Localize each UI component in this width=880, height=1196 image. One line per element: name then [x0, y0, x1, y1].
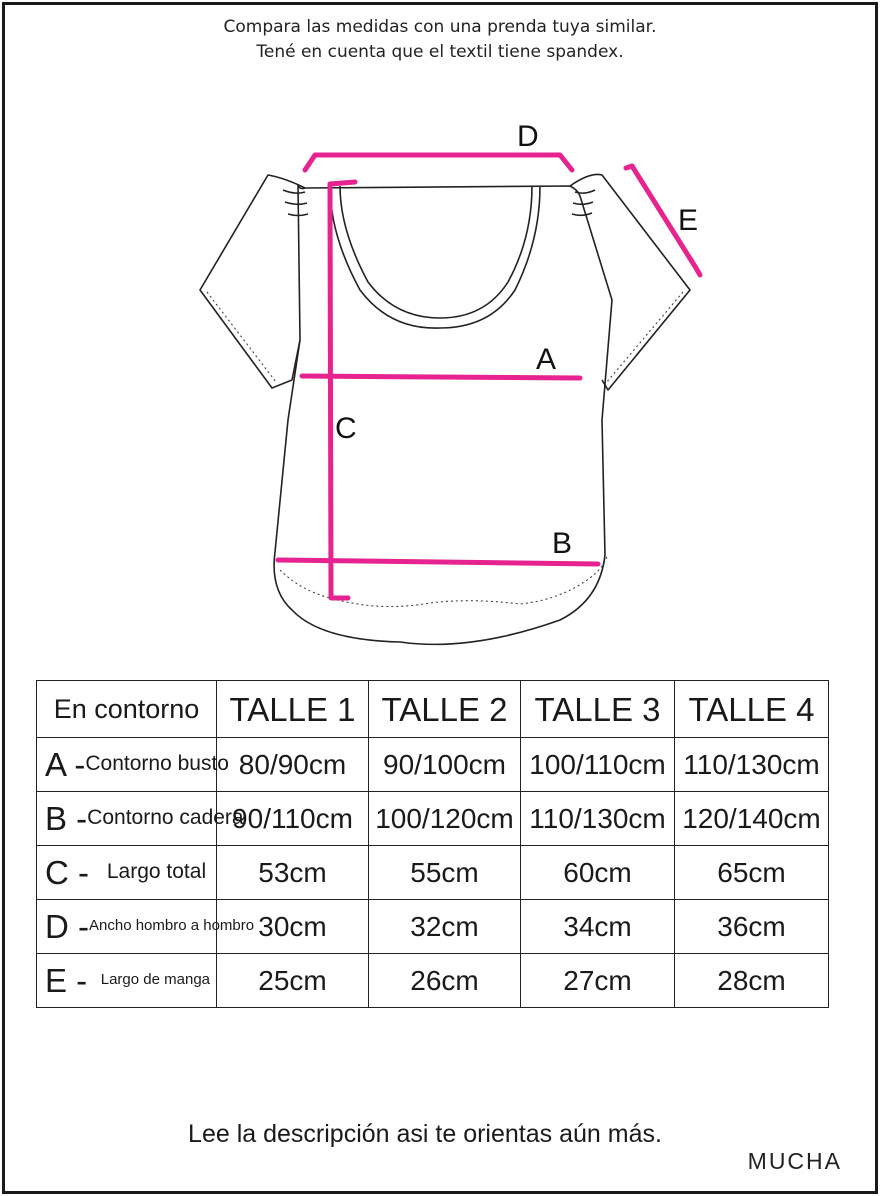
- brand-logo: MUCHA: [747, 1148, 842, 1174]
- right-gathers: [572, 190, 595, 215]
- row-description: Contorno cadera: [87, 806, 244, 830]
- intro-line-2: Tené en cuenta que el textil tiene spandex.: [256, 42, 624, 62]
- table-cell: 25cm: [217, 954, 369, 1008]
- table-row: [37, 900, 829, 954]
- table-cell: 34cm: [521, 900, 675, 954]
- table-cell: 100/120cm: [369, 792, 521, 846]
- row-label: [37, 738, 229, 792]
- row-label: [37, 792, 244, 846]
- table-cell: 26cm: [369, 954, 521, 1008]
- table-row: [37, 792, 829, 846]
- intro-line-1: Compara las medidas con una prenda tuya similar.: [223, 17, 657, 37]
- table-cell: 65cm: [675, 846, 829, 900]
- label-d: D: [517, 120, 539, 153]
- row-label: [37, 846, 217, 900]
- label-a: A: [536, 343, 557, 376]
- column-header: TALLE 4: [675, 681, 829, 738]
- table-cell: 28cm: [675, 954, 829, 1008]
- table-cell: 80/90cm: [217, 738, 369, 792]
- row-letter: E -: [45, 962, 88, 999]
- column-header: TALLE 1: [217, 681, 369, 738]
- table-cell: 60cm: [521, 846, 675, 900]
- table-corner-label: En contorno: [37, 681, 217, 738]
- label-e: E: [678, 204, 699, 237]
- right-sleeve: [570, 174, 690, 390]
- table-cell: 32cm: [369, 900, 521, 954]
- shirt-body: [274, 185, 612, 644]
- table-cell: 90/100cm: [369, 738, 521, 792]
- label-c: C: [335, 412, 357, 445]
- row-letter: C -: [45, 854, 89, 891]
- row-description: Contorno busto: [85, 752, 229, 776]
- row-letter: A -: [45, 746, 86, 783]
- measure-line-b: [278, 560, 598, 564]
- table-cell: 30cm: [217, 900, 369, 954]
- table-row: [37, 954, 829, 1008]
- table-cell: 110/130cm: [521, 792, 675, 846]
- column-header: TALLE 3: [521, 681, 675, 738]
- table-cell: 110/130cm: [675, 738, 829, 792]
- left-sleeve: [200, 175, 305, 388]
- table-cell: 53cm: [217, 846, 369, 900]
- neckline-outer: [330, 186, 540, 328]
- row-description: Largo total: [106, 860, 207, 884]
- table-header-row: [37, 681, 829, 738]
- row-letter: D -: [45, 908, 89, 945]
- table-cell: 100/110cm: [521, 738, 675, 792]
- row-description: Largo de manga: [100, 971, 210, 989]
- table-cell: 90/110cm: [217, 792, 369, 846]
- row-description: Ancho hombro a hombro: [89, 917, 255, 935]
- column-header: TALLE 2: [369, 681, 521, 738]
- table-row: [37, 846, 829, 900]
- label-b: B: [552, 527, 573, 560]
- neckline-inner: [340, 186, 532, 318]
- size-table: [36, 680, 829, 1008]
- table-cell: 55cm: [369, 846, 521, 900]
- table-row: [37, 738, 829, 792]
- shirt-outline: [200, 174, 690, 644]
- measure-line-a: [302, 376, 580, 378]
- footer-note: Lee la descripción asi te orientas aún más.: [188, 1120, 662, 1148]
- table-cell: 120/140cm: [675, 792, 829, 846]
- table-cell: 27cm: [521, 954, 675, 1008]
- row-letter: B -: [45, 800, 88, 837]
- row-label: [37, 954, 217, 1008]
- table-cell: 36cm: [675, 900, 829, 954]
- left-gathers: [283, 190, 308, 216]
- row-label: [37, 900, 255, 954]
- measure-line-d: [305, 155, 572, 170]
